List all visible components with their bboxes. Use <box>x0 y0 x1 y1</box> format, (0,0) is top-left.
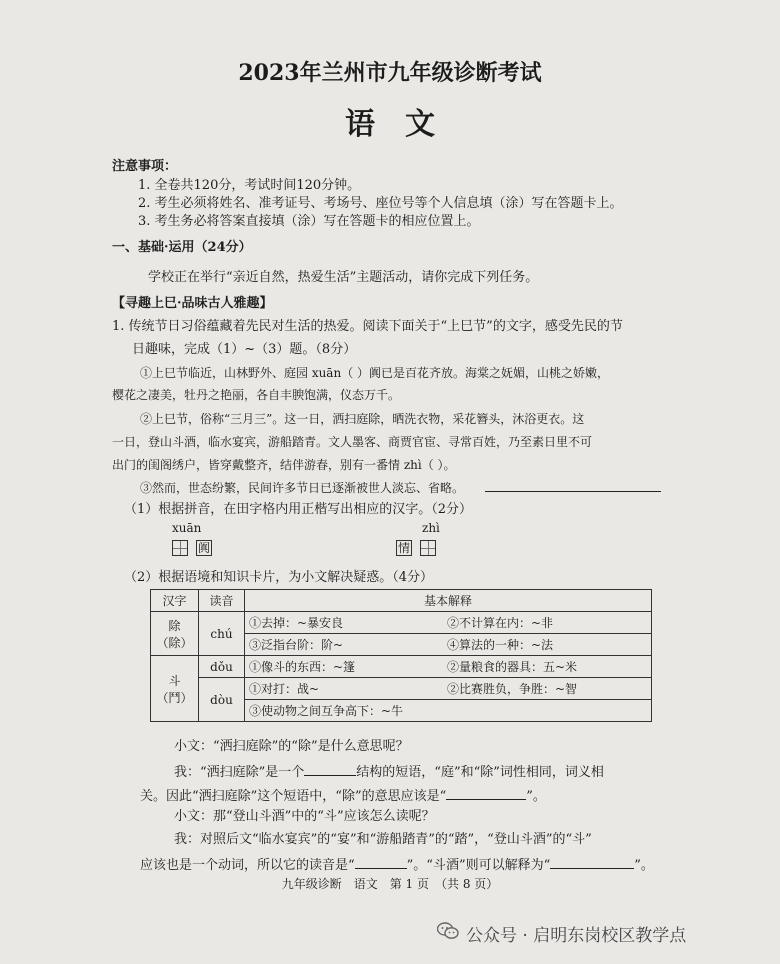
char-dou: 斗 <box>168 673 181 688</box>
dialogue-line-5: 我：对照后文“临水宴宾”的“宴”和“游船踏青”的“踏”，“登山斗酒”的“斗” <box>174 832 592 847</box>
dialogue-line-6c: ”。 <box>634 858 654 873</box>
def-chu-4: ④算法的一种：~法 <box>447 638 554 652</box>
reading-dou3: dǒu <box>199 656 245 678</box>
table-header-reading: 读音 <box>199 590 245 612</box>
dialogue-line-2a: 我：“洒扫庭除”是一个 <box>174 765 305 780</box>
dialogue-line-1: 小文：“洒扫庭除”的“除”是什么意思呢？ <box>174 739 409 754</box>
tianzige-char-a: 阗 <box>197 541 210 555</box>
dialogue-line-6 <box>140 856 654 872</box>
knowledge-card-table <box>150 589 652 722</box>
def-dou4-3: ③使动物之间互争高下：~牛 <box>249 704 404 718</box>
reading-chu: chú <box>199 612 245 656</box>
passage-p1-line-2: 樱花之凄美，牡丹之艳丽，各自丰腴饱满，仪态万千。 <box>112 388 401 402</box>
tianzige-box-xuan[interactable] <box>172 540 188 556</box>
passage-p3-line-1: ③然而，世态纷繁，民间许多节日已逐渐被世人淡忘、省略。 <box>140 481 465 495</box>
meaning-answer-blank[interactable] <box>446 787 526 800</box>
def-chu-2: ②不计算在内：~非 <box>447 616 554 630</box>
passage-p1-line-1: ①上巳节临近，山林野外、庭园 xuān（ ）阗已是百花齐放。海棠之妩媚，山桃之娇嫩， <box>140 366 610 380</box>
section-heading: 一、基础·运用（24分） <box>112 240 252 255</box>
notice-item-2: 2. 考生必须将姓名、准考证号、考场号、座位号等个人信息填（涂）写在答题卡上。 <box>138 196 623 211</box>
def-dou4-2: ②比赛胜负，争胜：~智 <box>447 682 578 696</box>
reading-answer-blank[interactable] <box>355 856 407 869</box>
char-chu-trad: （除） <box>156 635 193 650</box>
passage-p2-line-1: ②上巳节，俗称“三月三”。这一日，洒扫庭除，晒洗衣物，采花簪头，沐浴更衣。这 <box>140 412 585 426</box>
char-chu: 除 <box>168 618 181 633</box>
table-header-meaning: 基本解释 <box>245 590 652 612</box>
section-intro: 学校正在举行“亲近自然，热爱生活”主题活动，请你完成下列任务。 <box>148 270 539 285</box>
subject-title: 语文 <box>345 107 465 142</box>
page-footer: 九年级诊断 语文 第 1 页 （共 8 页） <box>281 877 499 891</box>
reading-dou4: dòu <box>199 678 245 722</box>
dialogue-line-2b: 结构的短语，“庭”和“除”词性相同，词义相 <box>356 765 604 780</box>
def-chu-3: ③泛指台阶：阶~ <box>249 638 344 652</box>
dialogue-line-4: 小文：那“登山斗酒”中的“斗”应该怎么读呢？ <box>174 809 435 824</box>
table-header-char: 汉字 <box>151 590 199 612</box>
passage-p2-line-3: 出门的闺阁绣户，皆穿戴整齐，结伴游春，别有一番情 zhì（ ）。 <box>112 458 456 472</box>
notice-item-3: 3. 考生务必将答案直接填（涂）写在答题卡的相应位置上。 <box>138 214 480 229</box>
explanation-answer-blank[interactable] <box>550 856 634 869</box>
dialogue-line-6a: 应该也是一个动词，所以它的读音是“ <box>140 858 355 873</box>
dialogue-line-6b: ”。“斗酒”则可以解释为“ <box>406 858 551 873</box>
char-dou-trad: （鬥） <box>156 690 193 705</box>
sub-question-1: （1）根据拼音，在田字格内用正楷写出相应的汉字。（2分） <box>124 502 473 517</box>
question-1-line-1: 1. 传统节日习俗蕴藏着先民对生活的热爱。阅读下面关于“上巳节”的文字，感受先民的节 <box>112 319 623 334</box>
def-dou3-1: ①像斗的东西：~篷 <box>249 660 356 674</box>
dialogue-line-3a: 关。因此“洒扫庭除”这个短语中，“除”的意思应该是“ <box>140 789 447 804</box>
pinyin-zhi: zhì <box>422 521 440 535</box>
question-1-line-2: 日趣味，完成（1）~（3）题。（8分） <box>132 342 357 357</box>
notice-item-1: 1. 全卷共120分，考试时间120分钟。 <box>138 178 361 193</box>
wechat-icon <box>437 922 459 940</box>
watermark-text: 公众号 · 启明东岗校区教学点 <box>466 926 687 946</box>
structure-answer-blank[interactable] <box>304 763 356 776</box>
notice-heading: 注意事项： <box>112 159 178 174</box>
table-char-dou <box>151 656 199 722</box>
sub-question-2: （2）根据语境和知识卡片，为小文解决疑惑。（4分） <box>124 570 434 585</box>
passage-p2-line-2: 一日，登山斗酒，临水宴宾，游船踏青。文人墨客、商贾官宦、寻常百姓，乃至素日里不可 <box>112 435 593 449</box>
def-chu-1: ①去掉：~暴安良 <box>249 616 344 630</box>
pinyin-xuan: xuān <box>172 521 202 535</box>
passage-answer-blank[interactable] <box>485 479 661 492</box>
exam-title: 2023年兰州市九年级诊断考试 <box>238 60 542 86</box>
table-char-chu <box>151 612 199 656</box>
tianzige-char-b: 情 <box>397 541 410 555</box>
def-dou3-2: ②量粮食的器具：五~米 <box>447 660 578 674</box>
dialogue-line-3 <box>140 787 546 803</box>
dialogue-line-3b: ”。 <box>526 789 546 804</box>
def-dou4-1: ①对打：战~ <box>249 682 320 696</box>
dialogue-line-2 <box>174 763 604 779</box>
task-tag: 【寻趣上巳·品味古人雅趣】 <box>112 296 273 311</box>
tianzige-box-zhi[interactable] <box>420 540 436 556</box>
